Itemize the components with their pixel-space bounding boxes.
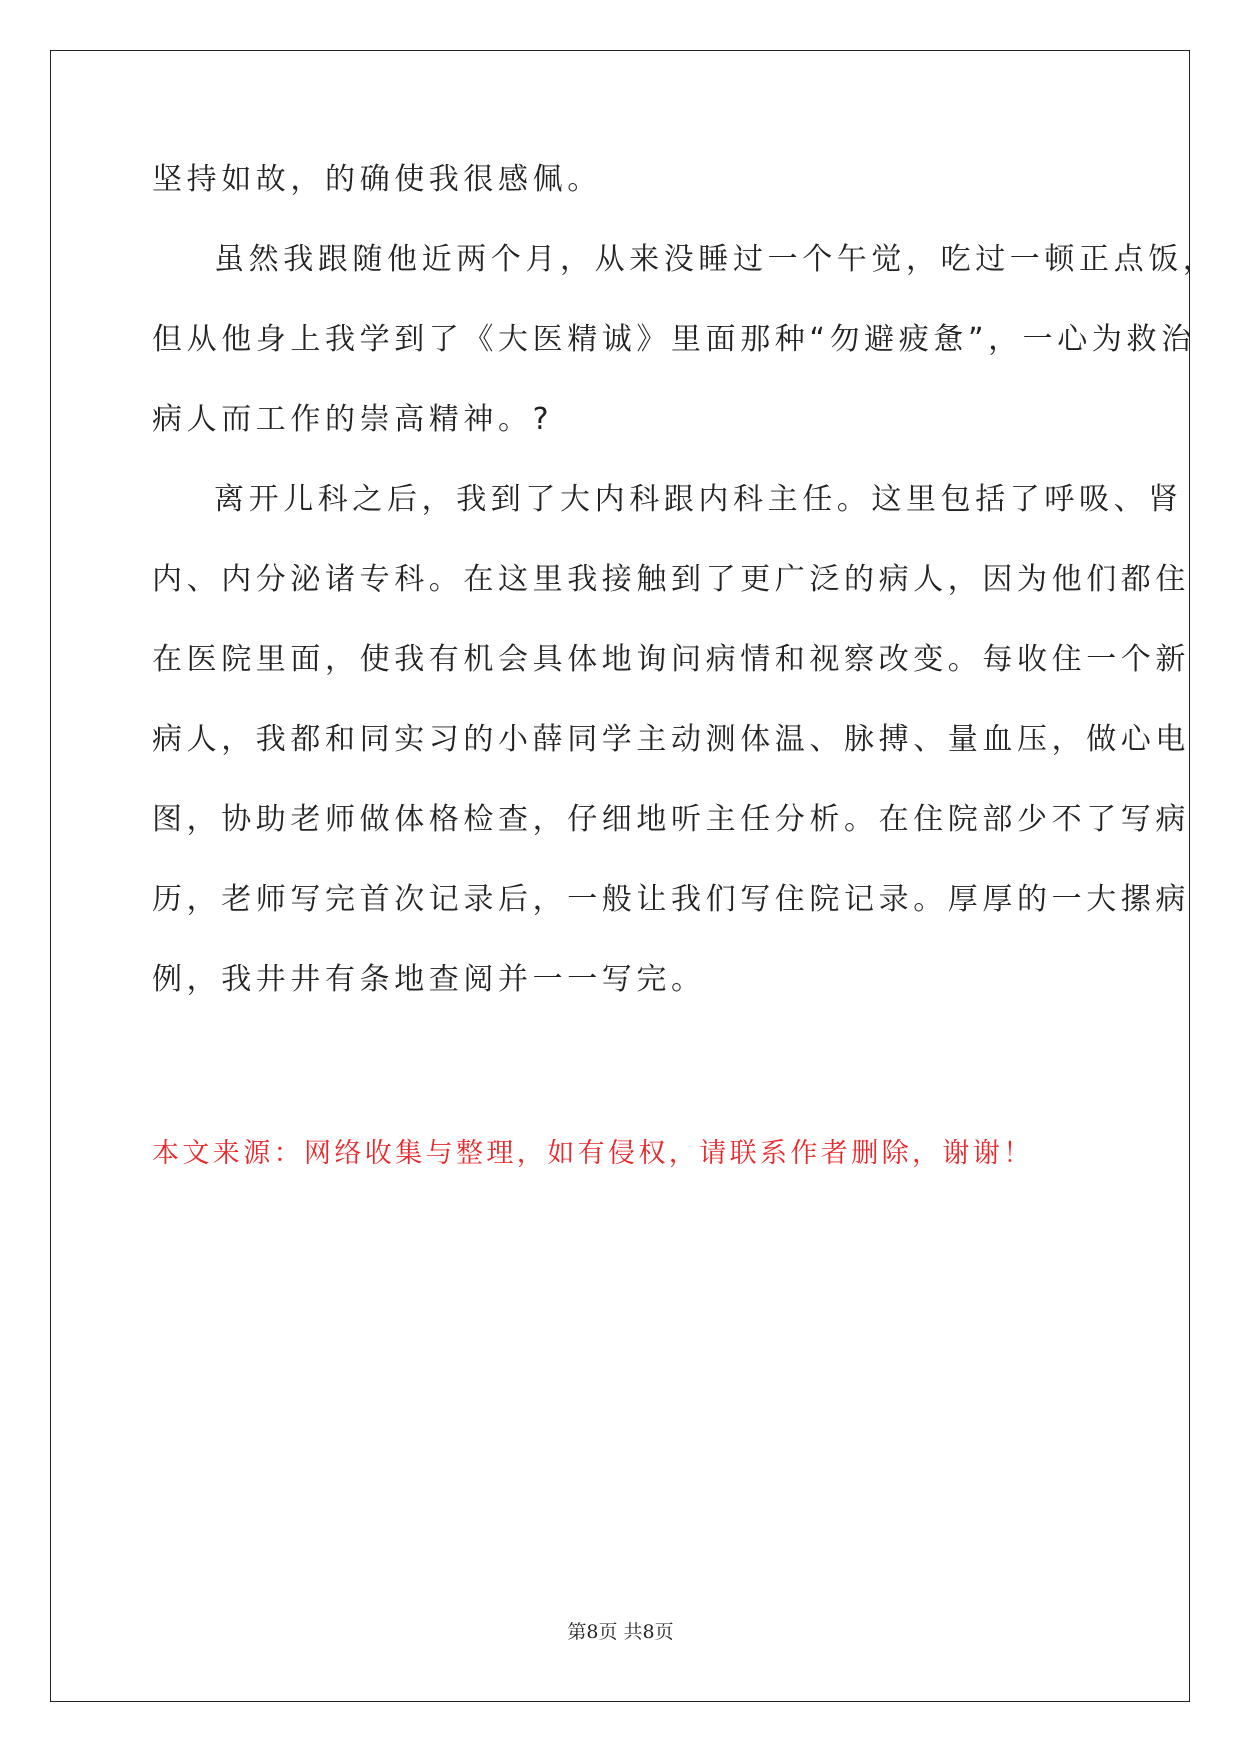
text-line: 例，我井井有条地查阅并一一写完。 — [152, 962, 706, 997]
text-line: 历，老师写完首次记录后，一般让我们写住院记录。厚厚的一大摞病 — [152, 882, 1190, 917]
text-line: 病人而工作的崇高精神。? — [152, 402, 554, 437]
text-line: 坚持如故，的确使我很感佩。 — [152, 162, 602, 197]
body-text — [152, 160, 1218, 1000]
source-note: 本文来源：网络收集与整理，如有侵权，请联系作者删除，谢谢！ — [152, 1138, 1034, 1169]
text-line: 在医院里面，使我有机会具体地询问病情和视察改变。每收住一个新 — [152, 642, 1190, 677]
text-line: 虽然我跟随他近两个月，从来没睡过一个午觉，吃过一顿正点饭， — [214, 242, 1218, 277]
text-line: 离开儿科之后，我到了大内科跟内科主任。这里包括了呼吸、肾 — [214, 482, 1183, 517]
text-line: 病人，我都和同实习的小薛同学主动测体温、脉搏、量血压，做心电 — [152, 722, 1190, 757]
page-footer: 第8页 共8页 — [567, 1621, 674, 1643]
text-line: 图，协助老师做体格检查，仔细地听主任分析。在住院部少不了写病 — [152, 802, 1190, 837]
text-line: 但从他身上我学到了《大医精诚》里面那种“勿避疲惫”，一心为救治 — [152, 322, 1196, 357]
text-line: 内、内分泌诸专科。在这里我接触到了更广泛的病人，因为他们都住 — [152, 562, 1190, 597]
